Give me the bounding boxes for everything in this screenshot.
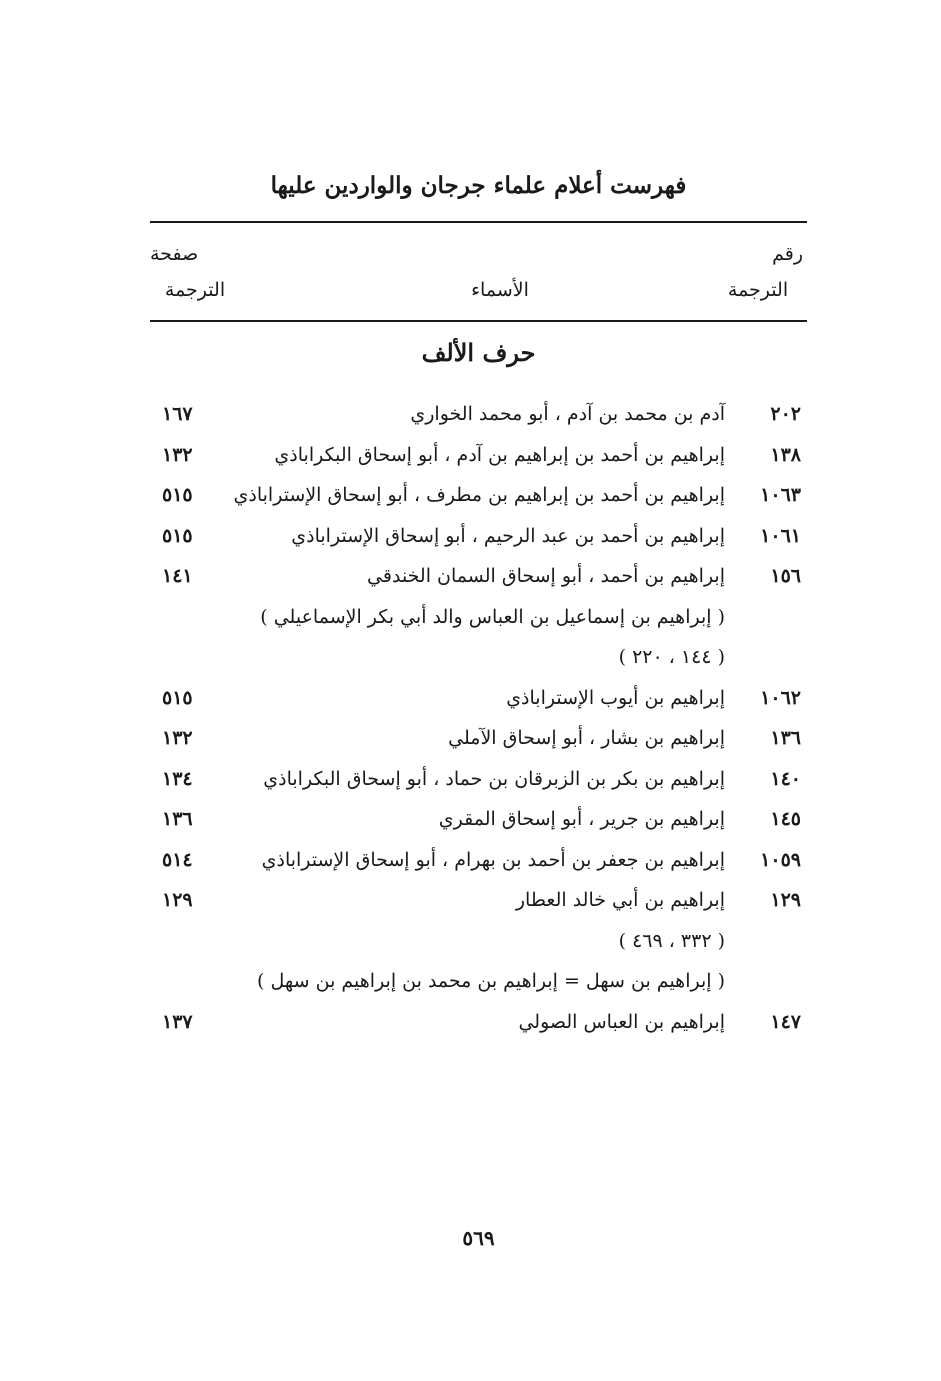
entry-row	[150, 759, 807, 800]
header-number-column	[713, 236, 803, 308]
entry-name: إبراهيم بن بكر بن الزبرقان بن حماد ، أبو إسحاق البكراباذي	[263, 767, 725, 790]
entry-row	[150, 597, 807, 678]
entry-row	[150, 718, 807, 759]
entry-name: إبراهيم بن أحمد بن إبراهيم بن مطرف ، أبو إسحاق الإستراباذي	[233, 484, 725, 506]
entry-name: إبراهيم بن أحمد بن عبد الرحيم ، أبو إسحاق الإستراباذي	[291, 524, 725, 547]
entry-row	[150, 678, 807, 719]
header-page-column	[150, 236, 240, 308]
entry-number: ١٠٥٩	[760, 848, 801, 871]
entry-page: ١٤١	[162, 565, 193, 587]
entry-page: ٥١٤	[162, 848, 193, 871]
entry-name: إبراهيم بن أيوب الإستراباذي	[506, 686, 725, 709]
entries-list	[150, 394, 807, 1042]
top-rule	[150, 221, 807, 223]
entry-number: ١٤٧	[770, 1010, 801, 1033]
header-number-line2: الترجمة	[727, 279, 789, 301]
entry-page: ١٢٩	[162, 889, 193, 911]
entry-row	[150, 394, 807, 435]
page-number: ٥٦٩	[462, 1226, 495, 1250]
running-title: فهرست أعلام علماء جرجان والواردين عليها	[270, 172, 687, 199]
entry-page: ١٣٦	[162, 808, 193, 830]
entry-page: ٥١٥	[162, 686, 193, 709]
entry-name: إبراهيم بن أحمد بن إبراهيم بن آدم ، أبو إسحاق البكراباذي	[274, 443, 725, 466]
entry-page: ١٣٢	[162, 443, 193, 466]
header-names-column: الأسماء	[471, 279, 529, 301]
entry-number: ٢٠٢	[770, 403, 801, 425]
entry-page: ٥١٥	[162, 484, 193, 506]
entry-name: إبراهيم بن جرير ، أبو إسحاق المقري	[438, 808, 725, 830]
entry-number: ١٠٦١	[760, 524, 801, 547]
header-number-line1: رقم	[772, 243, 803, 265]
entry-name: إبراهيم بن بشار ، أبو إسحاق الآملي	[448, 727, 725, 749]
header-page-line2: الترجمة	[164, 279, 226, 301]
entry-row	[150, 516, 807, 557]
entry-number: ١٣٨	[770, 443, 801, 466]
entry-page: ١٣٤	[162, 767, 193, 790]
header-page-line1: صفحة	[150, 243, 199, 265]
entry-page: ١٣٧	[162, 1010, 193, 1033]
entry-row	[150, 840, 807, 881]
entry-number: ١٠٦٣	[760, 484, 801, 506]
entry-number: ١٤٠	[770, 767, 801, 790]
entry-number: ١٤٥	[770, 808, 801, 830]
entry-row	[150, 1002, 807, 1043]
entry-row	[150, 435, 807, 476]
entry-name: ( إبراهيم بن إسماعيل بن العباس والد أبي بكر الإسماعيلي )	[260, 605, 725, 628]
entry-number: ١٥٦	[770, 565, 801, 587]
entry-name: إبراهيم بن أحمد ، أبو إسحاق السمان الخندقي	[367, 565, 725, 587]
entry-page: ٥١٥	[162, 524, 193, 547]
entry-page: ١٦٧	[162, 403, 193, 425]
entry-name: ( إبراهيم بن سهل = إبراهيم بن محمد بن إبراهيم بن سهل )	[257, 970, 725, 992]
entry-page: ١٣٢	[162, 727, 193, 749]
entry-number: ١٣٦	[770, 727, 801, 749]
header-bottom-rule	[150, 320, 807, 322]
entry-row	[150, 961, 807, 1002]
entry-row	[150, 475, 807, 516]
entry-name: إبراهيم بن جعفر بن أحمد بن بهرام ، أبو إسحاق الإستراباذي	[261, 848, 725, 871]
entry-number: ١٢٩	[770, 889, 801, 911]
entry-row	[150, 556, 807, 597]
entry-name: آدم بن محمد بن آدم ، أبو محمد الخواري	[410, 403, 725, 425]
entry-name: إبراهيم بن العباس الصولي	[518, 1010, 725, 1033]
entry-row	[150, 880, 807, 961]
entry-cross-reference-pages: ( ١٤٤ ، ٢٢٠ )	[618, 646, 725, 668]
entry-name: إبراهيم بن أبي خالد العطار	[515, 889, 725, 911]
entry-row	[150, 799, 807, 840]
entry-number: ١٠٦٢	[760, 686, 801, 709]
entry-cross-reference-pages: ( ٣٣٢ ، ٤٦٩ )	[618, 929, 725, 952]
section-title: حرف الألف	[421, 338, 536, 367]
